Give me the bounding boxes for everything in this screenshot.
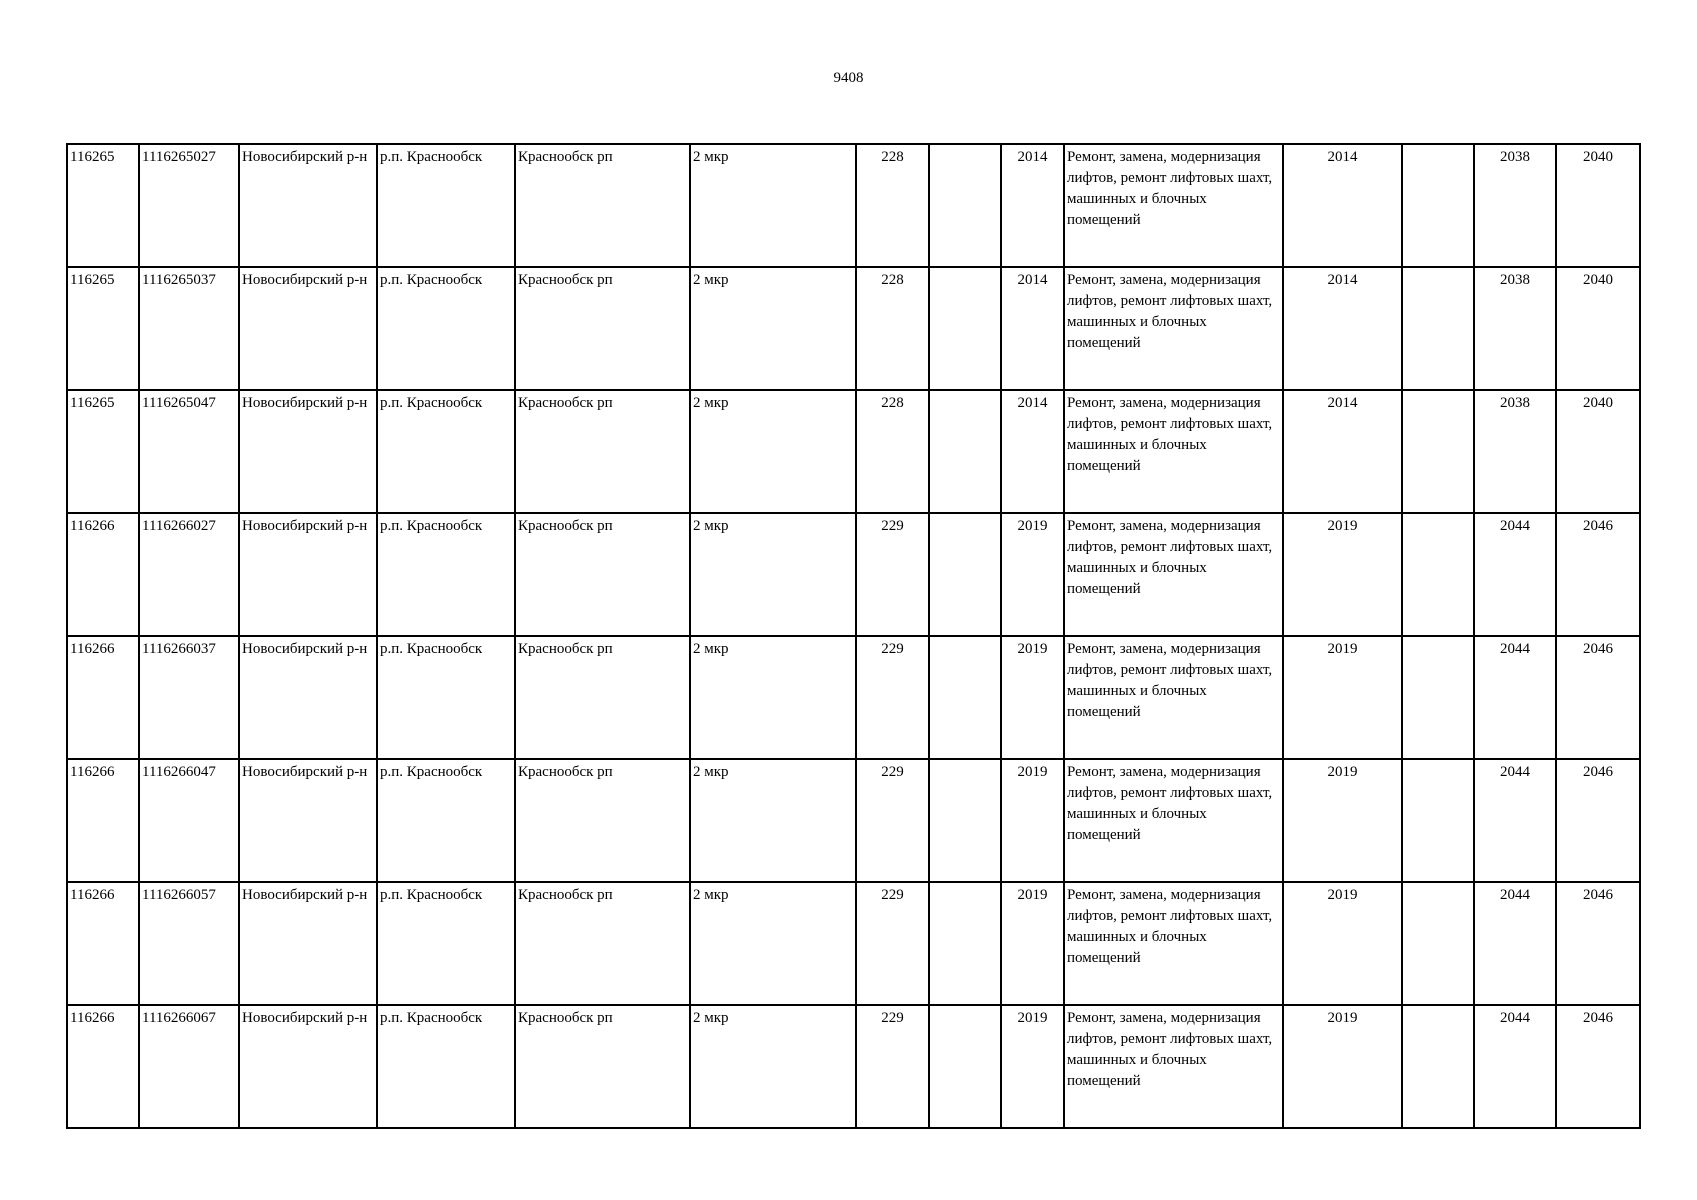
year-cell: 2019 — [1001, 513, 1064, 636]
locality-cell: Краснообск рп — [515, 636, 690, 759]
street-cell: 2 мкр — [690, 144, 856, 267]
house-number-cell: 229 — [856, 759, 929, 882]
row-id-cell: 116266 — [67, 513, 139, 636]
house-number-cell: 228 — [856, 144, 929, 267]
district-cell: Новосибирский р-н — [239, 390, 377, 513]
table-row — [67, 513, 1640, 636]
house-number-cell: 229 — [856, 636, 929, 759]
plan-end-year-cell: 2046 — [1556, 882, 1640, 1005]
year-cell: 2019 — [1001, 759, 1064, 882]
settlement-cell: р.п. Краснообск — [377, 636, 515, 759]
district-cell: Новосибирский р-н — [239, 882, 377, 1005]
year-cell: 2019 — [1001, 1005, 1064, 1128]
street-cell: 2 мкр — [690, 759, 856, 882]
object-code-cell: 1116265037 — [139, 267, 239, 390]
last-repair-year-cell: 2014 — [1283, 144, 1402, 267]
plan-start-year-cell: 2044 — [1474, 513, 1556, 636]
plan-start-year-cell: 2044 — [1474, 759, 1556, 882]
table-row — [67, 882, 1640, 1005]
street-cell: 2 мкр — [690, 636, 856, 759]
plan-start-year-cell: 2038 — [1474, 144, 1556, 267]
street-cell: 2 мкр — [690, 882, 856, 1005]
building-cell — [929, 759, 1001, 882]
work-type-cell: Ремонт, замена, модернизация лифтов, ремонт лифтовых шахт, машинных и блочных помещений — [1064, 882, 1283, 1005]
settlement-cell: р.п. Краснообск — [377, 144, 515, 267]
work-type-cell: Ремонт, замена, модернизация лифтов, ремонт лифтовых шахт, машинных и блочных помещений — [1064, 144, 1283, 267]
object-code-cell: 1116265047 — [139, 390, 239, 513]
work-type-cell: Ремонт, замена, модернизация лифтов, ремонт лифтовых шахт, машинных и блочных помещений — [1064, 513, 1283, 636]
plan-start-year-cell: 2044 — [1474, 636, 1556, 759]
table-row — [67, 759, 1640, 882]
house-number-cell: 228 — [856, 267, 929, 390]
district-cell: Новосибирский р-н — [239, 1005, 377, 1128]
plan-end-year-cell: 2040 — [1556, 390, 1640, 513]
object-code-cell: 1116266067 — [139, 1005, 239, 1128]
last-repair-year-cell: 2019 — [1283, 636, 1402, 759]
street-cell: 2 мкр — [690, 1005, 856, 1128]
plan-end-year-cell: 2046 — [1556, 636, 1640, 759]
last-repair-year-cell: 2019 — [1283, 759, 1402, 882]
district-cell: Новосибирский р-н — [239, 636, 377, 759]
street-cell: 2 мкр — [690, 390, 856, 513]
empty-cell — [1402, 1005, 1474, 1128]
empty-cell — [1402, 882, 1474, 1005]
building-cell — [929, 636, 1001, 759]
registry-table — [66, 143, 1641, 1129]
plan-end-year-cell: 2046 — [1556, 759, 1640, 882]
last-repair-year-cell: 2019 — [1283, 1005, 1402, 1128]
building-cell — [929, 513, 1001, 636]
district-cell: Новосибирский р-н — [239, 144, 377, 267]
empty-cell — [1402, 390, 1474, 513]
plan-start-year-cell: 2044 — [1474, 1005, 1556, 1128]
object-code-cell: 1116265027 — [139, 144, 239, 267]
settlement-cell: р.п. Краснообск — [377, 513, 515, 636]
row-id-cell: 116266 — [67, 1005, 139, 1128]
work-type-cell: Ремонт, замена, модернизация лифтов, ремонт лифтовых шахт, машинных и блочных помещений — [1064, 759, 1283, 882]
row-id-cell: 116265 — [67, 267, 139, 390]
building-cell — [929, 267, 1001, 390]
page-number: 9408 — [833, 70, 864, 86]
plan-end-year-cell: 2040 — [1556, 267, 1640, 390]
table-row — [67, 144, 1640, 267]
settlement-cell: р.п. Краснообск — [377, 267, 515, 390]
plan-end-year-cell: 2046 — [1556, 1005, 1640, 1128]
year-cell: 2014 — [1001, 390, 1064, 513]
work-type-cell: Ремонт, замена, модернизация лифтов, ремонт лифтовых шахт, машинных и блочных помещений — [1064, 1005, 1283, 1128]
house-number-cell: 229 — [856, 513, 929, 636]
table-row — [67, 636, 1640, 759]
empty-cell — [1402, 759, 1474, 882]
empty-cell — [1402, 267, 1474, 390]
plan-start-year-cell: 2038 — [1474, 390, 1556, 513]
district-cell: Новосибирский р-н — [239, 267, 377, 390]
plan-end-year-cell: 2046 — [1556, 513, 1640, 636]
last-repair-year-cell: 2019 — [1283, 513, 1402, 636]
settlement-cell: р.п. Краснообск — [377, 1005, 515, 1128]
work-type-cell: Ремонт, замена, модернизация лифтов, ремонт лифтовых шахт, машинных и блочных помещений — [1064, 390, 1283, 513]
settlement-cell: р.п. Краснообск — [377, 759, 515, 882]
plan-start-year-cell: 2038 — [1474, 267, 1556, 390]
settlement-cell: р.п. Краснообск — [377, 390, 515, 513]
year-cell: 2014 — [1001, 144, 1064, 267]
table-row — [67, 390, 1640, 513]
year-cell: 2019 — [1001, 882, 1064, 1005]
locality-cell: Краснообск рп — [515, 513, 690, 636]
district-cell: Новосибирский р-н — [239, 759, 377, 882]
last-repair-year-cell: 2019 — [1283, 882, 1402, 1005]
locality-cell: Краснообск рп — [515, 1005, 690, 1128]
building-cell — [929, 390, 1001, 513]
house-number-cell: 229 — [856, 1005, 929, 1128]
year-cell: 2014 — [1001, 267, 1064, 390]
table-row — [67, 1005, 1640, 1128]
district-cell: Новосибирский р-н — [239, 513, 377, 636]
settlement-cell: р.п. Краснообск — [377, 882, 515, 1005]
building-cell — [929, 144, 1001, 267]
house-number-cell: 229 — [856, 882, 929, 1005]
work-type-cell: Ремонт, замена, модернизация лифтов, ремонт лифтовых шахт, машинных и блочных помещений — [1064, 636, 1283, 759]
plan-start-year-cell: 2044 — [1474, 882, 1556, 1005]
empty-cell — [1402, 513, 1474, 636]
building-cell — [929, 882, 1001, 1005]
year-cell: 2019 — [1001, 636, 1064, 759]
row-id-cell: 116266 — [67, 636, 139, 759]
empty-cell — [1402, 636, 1474, 759]
last-repair-year-cell: 2014 — [1283, 390, 1402, 513]
plan-end-year-cell: 2040 — [1556, 144, 1640, 267]
building-cell — [929, 1005, 1001, 1128]
work-type-cell: Ремонт, замена, модернизация лифтов, ремонт лифтовых шахт, машинных и блочных помещений — [1064, 267, 1283, 390]
street-cell: 2 мкр — [690, 513, 856, 636]
object-code-cell: 1116266047 — [139, 759, 239, 882]
locality-cell: Краснообск рп — [515, 390, 690, 513]
locality-cell: Краснообск рп — [515, 882, 690, 1005]
locality-cell: Краснообск рп — [515, 759, 690, 882]
empty-cell — [1402, 144, 1474, 267]
table-row — [67, 267, 1640, 390]
street-cell: 2 мкр — [690, 267, 856, 390]
row-id-cell: 116265 — [67, 390, 139, 513]
row-id-cell: 116266 — [67, 759, 139, 882]
row-id-cell: 116266 — [67, 882, 139, 1005]
house-number-cell: 228 — [856, 390, 929, 513]
row-id-cell: 116265 — [67, 144, 139, 267]
object-code-cell: 1116266057 — [139, 882, 239, 1005]
object-code-cell: 1116266037 — [139, 636, 239, 759]
last-repair-year-cell: 2014 — [1283, 267, 1402, 390]
locality-cell: Краснообск рп — [515, 144, 690, 267]
object-code-cell: 1116266027 — [139, 513, 239, 636]
locality-cell: Краснообск рп — [515, 267, 690, 390]
